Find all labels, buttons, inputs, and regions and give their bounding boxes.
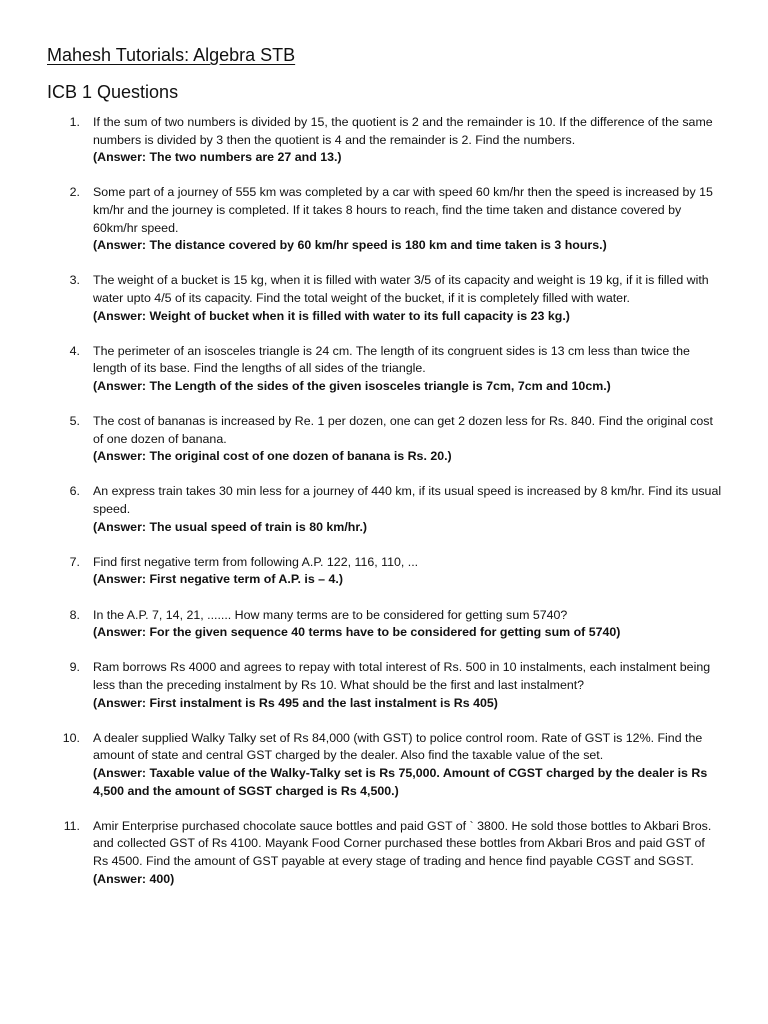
question-number: 9.	[69, 660, 80, 675]
question-answer: (Answer: For the given sequence 40 terms have to be considered for getting sum of 5740)	[93, 625, 621, 640]
question-text: An express train takes 30 min less for a journey of 440 km, if its usual speed is increased by 8 km/hr. Find its usual speed.	[93, 484, 722, 517]
question-answer: (Answer: The distance covered by 60 km/hr speed is 180 km and time taken is 3 hours.)	[93, 238, 607, 253]
question-answer: (Answer: The two numbers are 27 and 13.)	[93, 150, 342, 165]
question-number: 2.	[69, 185, 80, 200]
question-text: In the A.P. 7, 14, 21, ....... How many terms are to be considered for getting sum 5740?	[93, 607, 568, 622]
document-title: Mahesh Tutorials: Algebra STB	[47, 45, 296, 65]
question-answer: (Answer: First instalment is Rs 495 and the last instalment is Rs 405)	[93, 695, 498, 710]
question-answer: (Answer: First negative term of A.P. is – 4.)	[93, 572, 343, 587]
question-item	[0, 818, 768, 888]
question-answer: (Answer: The original cost of one dozen of banana is Rs. 20.)	[93, 449, 452, 464]
question-text: A dealer supplied Walky Talky set of Rs 84,000 (with GST) to police control room. Rate of GST is 12%. Find the amount of state and central GST charged by the dealer. Also find the taxable value of the set.	[93, 730, 703, 763]
question-number: 1.	[69, 115, 80, 129]
question-item	[0, 659, 768, 712]
question-number: 5.	[69, 414, 80, 429]
question-item	[0, 730, 768, 800]
question-text: The cost of bananas is increased by Re. 1 per dozen, one can get 2 dozen less for Rs. 840. Find the original cost of one dozen of banana.	[93, 414, 713, 446]
question-answer: (Answer: 400)	[93, 871, 175, 886]
question-text: Find first negative term from following A.P. 122, 116, 110, ...	[93, 554, 419, 569]
question-item	[0, 483, 768, 536]
question-number: 10.	[62, 730, 80, 745]
section-title: ICB 1 Questions	[47, 82, 179, 102]
question-answer: (Answer: The Length of the sides of the given isosceles triangle is 7cm, 7cm and 10cm.)	[93, 378, 611, 393]
question-item	[0, 184, 768, 254]
question-item	[0, 343, 768, 396]
question-item	[0, 114, 768, 167]
question-answer: (Answer: Weight of bucket when it is filled with water to its full capacity is 23 kg.)	[93, 308, 570, 323]
question-item	[0, 607, 768, 642]
question-number: 11.	[63, 818, 80, 833]
question-text: If the sum of two numbers is divided by 15, the quotient is 2 and the remainder is 10. If the difference of the same numbers is divided by 3 then the quotient is 4 and the remainder is 2. Find the numbers.	[93, 115, 713, 147]
question-item	[0, 554, 768, 589]
question-number: 8.	[69, 607, 80, 622]
question-answer: (Answer: Taxable value of the Walky-Talky set is Rs 75,000. Amount of CGST charged by the dealer is Rs 4,500 and the amount of SGST charged is Rs 4,500.)	[93, 765, 708, 798]
question-answer: (Answer: The usual speed of train is 80 km/hr.)	[93, 519, 368, 534]
question-item	[0, 272, 768, 325]
question-number: 7.	[69, 554, 80, 569]
question-number: 3.	[69, 273, 80, 288]
question-text: Some part of a journey of 555 km was completed by a car with speed 60 km/hr then the speed is increased by 15 km/hr and the journey is completed. If it takes 8 hours to reach, find the time taken and distance covered by 60km/hr speed.	[93, 185, 713, 235]
question-text: Ram borrows Rs 4000 and agrees to repay with total interest of Rs. 500 in 10 instalments, each instalment being less than the preceding instalment by Rs 10. What should be the first and last instalment?	[93, 660, 711, 692]
question-number: 4.	[69, 343, 80, 358]
question-number: 6.	[69, 484, 80, 499]
question-text: The perimeter of an isosceles triangle is 24 cm. The length of its congruent sides is 13 cm less than twice the length of its base. Find the lengths of all sides of the triangle.	[93, 343, 690, 376]
question-text: The weight of a bucket is 15 kg, when it is filled with water 3/5 of its capacity and weight is 19 kg, if it is filled with water upto 4/5 of its capacity. Find the total weight of the bucket, if it is completely filled with water.	[93, 273, 709, 305]
question-list	[0, 114, 768, 906]
question-item	[0, 413, 768, 466]
question-text: Amir Enterprise purchased chocolate sauce bottles and paid GST of ` 3800. He sold those bottles to Akbari Bros. and collected GST of Rs 4100. Mayank Food Corner purchased these bottles from Akbari Bros and paid GST of Rs 4500. Find the amount of GST payable at every stage of trading and hence find payable CGST and SGST.	[93, 818, 712, 868]
